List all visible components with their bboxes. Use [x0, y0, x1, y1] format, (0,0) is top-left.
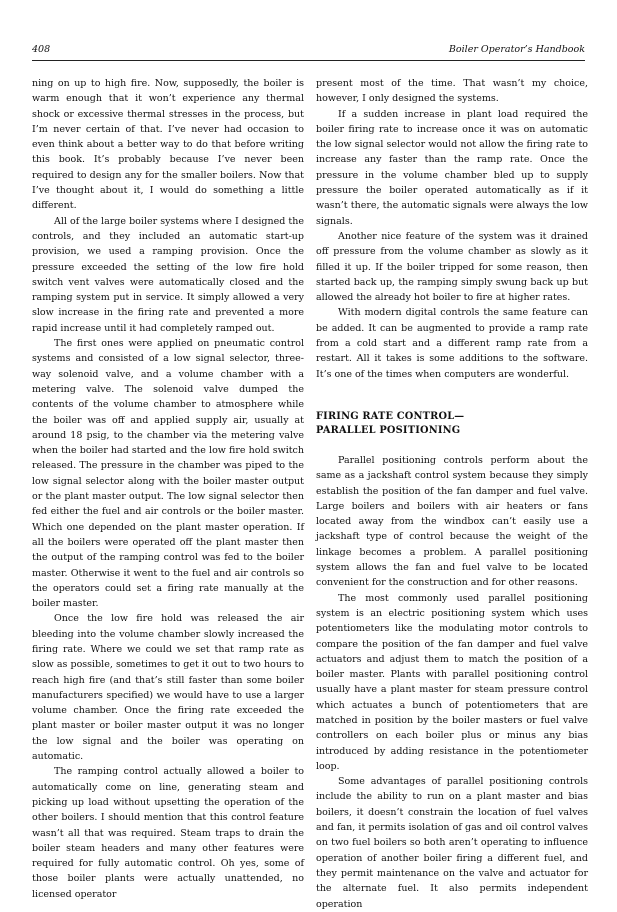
paragraph: All of the large boiler systems where I designed the controls, and they included an automatic start-up provision, we used a ramping provision. Once the pressure exceeded the setting of the low fire hold switch vent valves were automatically closed and the ramping system put in service. It simply allowed a very slow increase in the firing rate and prevented a more rapid increase until it had completely ramped out.: [32, 215, 304, 334]
paragraph: present most of the time. That wasn’t my choice, however, I only designed the systems.: [316, 78, 588, 105]
paragraph: If a sudden increase in plant load required the boiler firing rate to increase once it was on automatic the low signal selector would not allow the firing rate to increase any faster than the ramp rate. Once the pressure in the volume chamber bled up to supply pressure the boiler operated automatically as if it wasn’t there, the automatic signals were always the low signals.: [316, 108, 588, 227]
paragraph: The ramping control actually allowed a boiler to automatically come on line, generating steam and picking up load without upsetting the operation of the other boilers. I should mention that this control feature wasn’t all that was required. Steam traps to drain the boiler steam headers and many other features were required for fully automatic control. Oh yes, some of those boiler plants were actually unattended, no licensed operator: [32, 766, 304, 900]
paragraph: The most commonly used parallel positioning system is an electric positioning system which uses potentiometers like the modulating motor controls to compare the position of the fan damper and fuel valve actuators and adjust them to match the position of a boiler master. Plants with parallel positioning control usually have a plant master for steam pressure control which actuates a bunch of potentiometers that are matched in position by the boiler masters or fuel valve controllers on each boiler plus or minus any bias introduced by adding resistance in the potentiometer loop.: [316, 592, 588, 772]
left-column: [32, 76, 304, 902]
paragraph: ning on up to high fire. Now, supposedly, the boiler is warm enough that it won’t experience any thermal shock or excessive thermal stresses in the process, but I’m never certain of that. I’ve never had occasion to even think about a better way to do that before writing this book. It’s probably because I’ve never been required to design any for the smaller boilers. Now that I’ve thought about it, I would do something a little different.: [32, 78, 304, 212]
book-title: Boiler Operator’s Handbook: [448, 44, 585, 55]
section-heading-line: FIRING RATE CONTROL—: [316, 410, 465, 422]
paragraph: Once the low fire hold was released the air bleeding into the volume chamber slowly increased the firing rate. Where we could we set that ramp rate as slow as possible, sometimes to get it out to two hours to reach high fire (and that’s still faster than some boiler manufacturers specified) we would have to use a larger volume chamber. Once the firing rate exceeded the plant master or boiler master output it was no longer the low signal and the boiler was operating on automatic.: [32, 613, 304, 763]
page-number: 408: [32, 44, 51, 55]
right-column: [316, 76, 588, 912]
section-heading-line: PARALLEL POSITIONING: [316, 424, 461, 436]
paragraph: Another nice feature of the system was it drained off pressure from the volume chamber as slowly as it filled it up. If the boiler tripped for some reason, then started back up, the ramping simply swung back up but allowed the already hot boiler to fire at higher rates.: [316, 230, 588, 304]
paragraph: The first ones were applied on pneumatic control systems and consisted of a low signal selector, three-way solenoid valve, and a volume chamber with a metering valve. The solenoid valve dumped the contents of the volume chamber to atmosphere while the boiler was off and applied supply air, usually at around 18 psig, to the chamber via the metering valve when the boiler had started and the low fire hold switch released. The pressure in the chamber was piped to the low signal selector along with the boiler master output or the plant master output. The low signal selector then fed either the fuel and air controls or the boiler master. Which one depended on the plant master operation. If all the boilers were operated off the plant master then the output of the ramping control was fed to the boiler master. Otherwise it went to the fuel and air controls so the operators could set a firing rate manually at the boiler master.: [32, 338, 304, 610]
paragraph: Parallel positioning controls perform about the same as a jackshaft control system because they simply establish the position of the fan damper and fuel valve. Large boilers and boilers with air heaters or fans located away from the windbox can’t easily use a jackshaft type of control because the weight of the linkage becomes a problem. A parallel positioning system allows the fan and fuel valve to be located convenient for the construction and for other reasons.: [316, 454, 588, 589]
section-heading: [316, 410, 588, 438]
paragraph: With modern digital controls the same feature can be added. It can be augmented to provide a ramp rate from a cold start and a different ramp rate from a restart. All it takes is some additions to the software. It’s one of the times when computers are wonderful.: [316, 307, 588, 380]
running-header: [32, 44, 585, 58]
paragraph: Some advantages of parallel positioning controls include the ability to run on a plant master and bias boilers, it doesn’t constrain the location of fuel valves and fan, it permits isolation of gas and oil control valves on two fuel boilers so both aren’t operating to influence operation of another boiler firing a different fuel, and they permit maintenance on the valve and actuator for the alternate fuel. It also permits independent operation: [316, 776, 588, 910]
header-rule: [32, 60, 585, 61]
